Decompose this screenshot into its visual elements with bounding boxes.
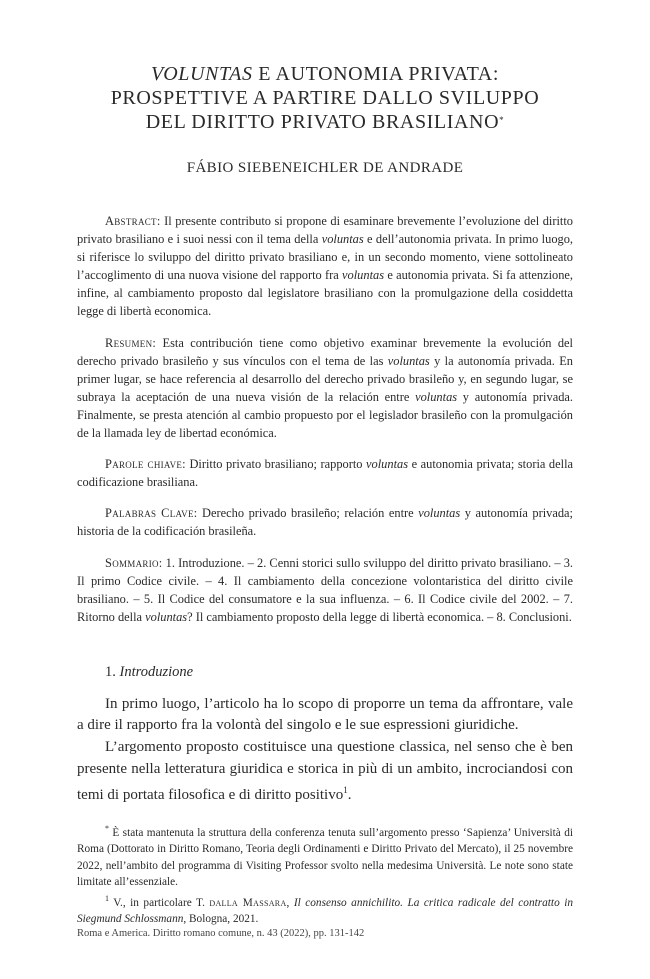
keywords-spanish	[77, 504, 573, 540]
sommario-text-1: 1. Introduzione. – 2. Cenni storici sullo sviluppo del diritto privato brasiliano. – 3. Il primo Codice civile. – 4. Il cambiamento della concezione volontaristica del diritto civile brasiliano. – 5. Il Codice del consumatore e la sua influenza. – 6. Il Codice civile del 2002. – 7. Ritorno della	[77, 555, 573, 624]
abstract-italic-1: voluntas	[321, 232, 364, 247]
author-name: FÁBIO SIEBENEICHLER DE ANDRADE	[186, 160, 464, 176]
title-line-3	[77, 110, 573, 134]
resumen-label: Resumen:	[105, 335, 157, 350]
body-paragraph-1: In primo luogo, l’articolo ha lo scopo di proporre un tema da affrontare, vale a dire il rapporto fra la volontà del singolo e le sue espressioni giuridiche.	[77, 695, 573, 734]
section-heading	[77, 664, 573, 681]
parole-italic-1: voluntas	[366, 457, 409, 472]
title-line-1	[77, 62, 573, 86]
footnote-star	[77, 821, 573, 891]
footnote-1-author: dalla Massara	[209, 896, 287, 909]
footnote-1-mark: 1	[105, 893, 109, 903]
footnote-1-post: , Bologna, 2021.	[183, 913, 259, 926]
title-italic-word: VOLUNTAS	[150, 63, 253, 85]
sommario-text-2: ? Il cambiamento proposto della legge di libertà economica. – 8. Conclusioni.	[187, 609, 572, 624]
body-paragraph-2-end: .	[347, 787, 352, 804]
footnote-1	[77, 891, 573, 928]
palabras-text-2: y autonomía privada; historia de la codificación brasileña.	[77, 506, 573, 539]
palabras-italic-1: voluntas	[418, 506, 461, 521]
abstract-italic-2: voluntas	[342, 268, 385, 283]
footnote-1-work-title: Il consenso annichilito. La critica radicale del contratto in Siegmund Schlossmann	[77, 896, 574, 926]
title-line-2: PROSPETTIVE A PARTIRE DALLO SVILUPPO	[110, 87, 540, 109]
abstract-text-1: Il presente contributo si propone di esaminare brevemente l’evoluzione del diritto privato brasiliano e i suoi nessi con il tema della	[77, 214, 573, 247]
parole-label: Parole chiave:	[105, 457, 186, 472]
paper-page	[0, 62, 650, 979]
body-paragraph-2	[77, 737, 573, 807]
palabras-text-1: Derecho privado brasileño; relación entre	[197, 506, 419, 521]
body-paragraph-2-text: L’argomento proposto costituisce una questione classica, nel senso che è ben presente nella letteratura giuridica e storica in più di un ambito, incrociandosi con temi di portata filosofica e di diritto positivo	[77, 739, 573, 804]
footnote-ref-1[interactable]: 1	[343, 785, 348, 796]
footnote-1-mid: ,	[286, 896, 294, 909]
footnotes	[77, 821, 573, 928]
article-title	[77, 62, 573, 134]
section-title: Introduzione	[119, 663, 194, 680]
title-line-1-rest: E AUTONOMIA PRIVATA:	[252, 63, 500, 85]
title-footnote-mark[interactable]: *	[499, 115, 505, 125]
resumen-text-2: y la autonomía privada. En primer lugar, se hace referencia al desarrollo del derecho privado brasileño y, en segundo lugar, se subraya la aceptación de una nueva visión de la relación entre	[77, 353, 573, 404]
sommario-label: Sommario:	[105, 555, 163, 570]
footnote-star-mark: *	[105, 823, 109, 833]
footnote-1-pre: V., in particolare T.	[109, 896, 210, 909]
parole-text-1: Diritto privato brasiliano; rapporto	[185, 457, 367, 472]
abstract-label: Abstract:	[105, 214, 161, 228]
journal-footer: Roma e America. Diritto romano comune, n. 43 (2022), pp. 131-142	[77, 928, 365, 939]
palabras-label: Palabras Clave:	[105, 506, 198, 521]
parole-text-2: e autonomia privata; storia della codificazione brasiliana.	[77, 457, 574, 490]
footnote-star-text: È stata mantenuta la struttura della conferenza tenuta sull’argomento presso ‘Sapienza’ Università di Roma (Dottorato in Diritto Romano, Teoria degli Ordinamenti e Diritto Privato del Mercato), il 25 novembre 2022, nell’ambito del programma di Visiting Professor svolto nella medesima Università. Le note sono state limitate all’essenziale.	[77, 826, 573, 889]
resumen-italic-2: voluntas	[415, 389, 458, 404]
resumen-text-3: y autonomía privada. Finalmente, se presta atención al cambio propuesto por el legislador brasileño con la promulgación de la llamada ley de libertad económica.	[77, 389, 573, 441]
body-text	[77, 694, 573, 807]
section-number: 1.	[105, 663, 116, 680]
keywords-italian	[77, 455, 573, 491]
resumen-text-1: Esta contribución tiene como objetivo examinar brevemente la evolución del derecho privado brasileño y sus vínculos con el tema de las	[77, 335, 573, 368]
abstract-italian	[77, 212, 573, 321]
abstract-spanish	[77, 334, 573, 443]
resumen-italic-1: voluntas	[387, 353, 430, 368]
abstract-block	[77, 212, 573, 626]
table-of-contents	[77, 554, 573, 626]
abstract-text-2: e dell’autonomia privata. In primo luogo, si riferisce lo sviluppo del diritto privato brasiliano e, in un secondo momento, viene sottolineato l’accoglimento di una nuova visione del rapporto fra	[77, 232, 574, 283]
title-line-3-text: DEL DIRITTO PRIVATO BRASILIANO	[145, 111, 500, 133]
abstract-text-3: e autonomia privata. Si fa attenzione, infine, al cambiamento proposto dal legislatore brasiliano con la promulgazione della cosiddetta legge di libertà economica.	[77, 268, 574, 319]
sommario-italic-1: voluntas	[145, 609, 188, 624]
